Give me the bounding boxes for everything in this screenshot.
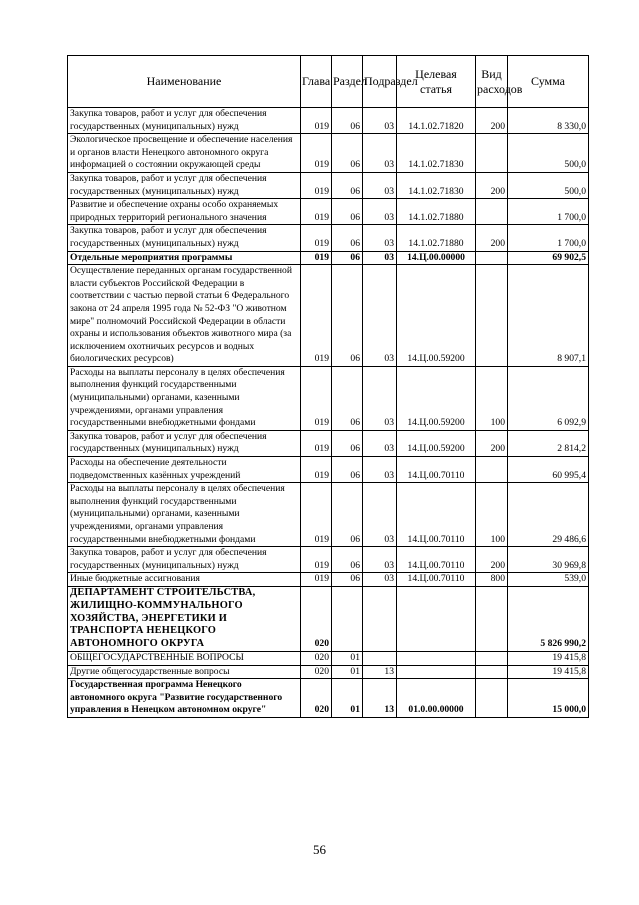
table-row	[68, 366, 589, 430]
cell-sum: 539,0	[508, 573, 589, 587]
cell-razdel: 06	[332, 134, 363, 173]
cell-razdel: 01	[332, 679, 363, 718]
cell-sum: 8 330,0	[508, 108, 589, 134]
table-row	[68, 483, 589, 547]
cell-name: Экологическое просвещение и обеспечение населения и органов власти Ненецкого автономного округа информацией о состоянии окружающей среды	[68, 134, 301, 173]
cell-podrazdel	[363, 586, 397, 651]
cell-sum: 1 700,0	[508, 199, 589, 225]
cell-podrazdel: 03	[363, 573, 397, 587]
cell-name: Иные бюджетные ассигнования	[68, 573, 301, 587]
cell-sum: 8 907,1	[508, 265, 589, 367]
cell-sum: 1 700,0	[508, 225, 589, 251]
cell-target	[397, 586, 476, 651]
cell-vid: 100	[476, 483, 508, 547]
cell-vid: 800	[476, 573, 508, 587]
cell-glava: 019	[301, 108, 332, 134]
header-vid: Вид расходов	[476, 56, 508, 108]
cell-glava: 019	[301, 547, 332, 573]
cell-razdel: 01	[332, 665, 363, 679]
cell-target	[397, 665, 476, 679]
cell-sum: 69 902,5	[508, 251, 589, 265]
cell-glava: 019	[301, 134, 332, 173]
cell-vid	[476, 651, 508, 665]
cell-podrazdel: 03	[363, 251, 397, 265]
cell-vid	[476, 134, 508, 173]
cell-vid	[476, 665, 508, 679]
table-row	[68, 172, 589, 198]
cell-name: Закупка товаров, работ и услуг для обеспечения государственных (муниципальных) нужд	[68, 108, 301, 134]
cell-sum: 30 969,8	[508, 547, 589, 573]
cell-target: 14.Ц.00.59200	[397, 366, 476, 430]
cell-sum: 5 826 990,2	[508, 586, 589, 651]
table-row	[68, 225, 589, 251]
cell-target: 14.1.02.71830	[397, 134, 476, 173]
cell-name: Развитие и обеспечение охраны особо охраняемых природных территорий регионального значения	[68, 199, 301, 225]
cell-target: 14.Ц.00.70110	[397, 573, 476, 587]
cell-name: Отдельные мероприятия программы	[68, 251, 301, 265]
table-row	[68, 573, 589, 587]
header-glava: Глава	[301, 56, 332, 108]
cell-razdel: 06	[332, 366, 363, 430]
cell-name: Закупка товаров, работ и услуг для обеспечения государственных (муниципальных) нужд	[68, 172, 301, 198]
cell-glava: 019	[301, 573, 332, 587]
table-row	[68, 679, 589, 718]
cell-target	[397, 651, 476, 665]
cell-razdel: 06	[332, 430, 363, 456]
cell-target: 14.Ц.00.59200	[397, 430, 476, 456]
cell-sum: 500,0	[508, 172, 589, 198]
cell-target: 14.1.02.71880	[397, 225, 476, 251]
cell-name: Закупка товаров, работ и услуг для обеспечения государственных (муниципальных) нужд	[68, 225, 301, 251]
cell-name: Расходы на выплаты персоналу в целях обеспечения выполнения функций государственными (муниципальными) органами, казенными учреждениями, органами управления государственными внебюджетными фондами	[68, 483, 301, 547]
cell-razdel	[332, 586, 363, 651]
table-row	[68, 651, 589, 665]
cell-sum: 19 415,8	[508, 651, 589, 665]
cell-glava: 019	[301, 172, 332, 198]
table-header-row	[68, 56, 589, 108]
cell-vid	[476, 265, 508, 367]
cell-glava: 019	[301, 225, 332, 251]
cell-vid	[476, 251, 508, 265]
cell-razdel: 01	[332, 651, 363, 665]
cell-razdel: 06	[332, 225, 363, 251]
cell-name: ДЕПАРТАМЕНТ СТРОИТЕЛЬСТВА, ЖИЛИЩНО-КОММУНАЛЬНОГО ХОЗЯЙСТВА, ЭНЕРГЕТИКИ И ТРАНСПОРТА НЕНЕЦКОГО АВТОНОМНОГО ОКРУГА	[68, 586, 301, 651]
cell-razdel: 06	[332, 251, 363, 265]
cell-podrazdel: 03	[363, 225, 397, 251]
cell-podrazdel	[363, 651, 397, 665]
cell-razdel: 06	[332, 547, 363, 573]
cell-razdel: 06	[332, 457, 363, 483]
cell-glava: 020	[301, 586, 332, 651]
cell-sum: 2 814,2	[508, 430, 589, 456]
table-row	[68, 134, 589, 173]
table-row	[68, 457, 589, 483]
cell-glava: 019	[301, 199, 332, 225]
table-row	[68, 265, 589, 367]
cell-podrazdel: 13	[363, 679, 397, 718]
table-row	[68, 665, 589, 679]
cell-sum: 19 415,8	[508, 665, 589, 679]
cell-vid	[476, 679, 508, 718]
cell-sum: 29 486,6	[508, 483, 589, 547]
cell-sum: 60 995,4	[508, 457, 589, 483]
cell-target: 14.Ц.00.70110	[397, 547, 476, 573]
table-row	[68, 108, 589, 134]
cell-podrazdel: 03	[363, 134, 397, 173]
header-target: Целевая статья	[397, 56, 476, 108]
cell-target: 14.Ц.00.00000	[397, 251, 476, 265]
cell-glava: 019	[301, 483, 332, 547]
cell-glava: 020	[301, 679, 332, 718]
budget-table	[67, 55, 589, 718]
cell-target: 01.0.00.00000	[397, 679, 476, 718]
cell-name: Закупка товаров, работ и услуг для обеспечения государственных (муниципальных) нужд	[68, 430, 301, 456]
cell-razdel: 06	[332, 265, 363, 367]
cell-name: Государственная программа Ненецкого автономного округа "Развитие государственного управления в Ненецком автономном округе"	[68, 679, 301, 718]
cell-podrazdel: 03	[363, 457, 397, 483]
cell-vid: 100	[476, 366, 508, 430]
cell-razdel: 06	[332, 573, 363, 587]
cell-podrazdel: 03	[363, 366, 397, 430]
cell-vid: 200	[476, 430, 508, 456]
header-razdel: Раздел	[332, 56, 363, 108]
cell-razdel: 06	[332, 172, 363, 198]
cell-glava: 019	[301, 251, 332, 265]
cell-glava: 019	[301, 366, 332, 430]
cell-vid	[476, 199, 508, 225]
cell-name: Расходы на выплаты персоналу в целях обеспечения выполнения функций государственными (муниципальными) органами, казенными учреждениями, органами управления государственными внебюджетными фондами	[68, 366, 301, 430]
cell-vid: 200	[476, 172, 508, 198]
table-row	[68, 251, 589, 265]
cell-podrazdel: 03	[363, 483, 397, 547]
cell-glava: 020	[301, 651, 332, 665]
cell-podrazdel: 03	[363, 172, 397, 198]
cell-podrazdel: 13	[363, 665, 397, 679]
cell-name: Закупка товаров, работ и услуг для обеспечения государственных (муниципальных) нужд	[68, 547, 301, 573]
table-row	[68, 586, 589, 651]
header-podrazdel: Подраздел	[363, 56, 397, 108]
cell-target: 14.1.02.71830	[397, 172, 476, 198]
table-body	[68, 108, 589, 718]
cell-target: 14.Ц.00.70110	[397, 483, 476, 547]
cell-vid	[476, 586, 508, 651]
cell-podrazdel: 03	[363, 108, 397, 134]
cell-target: 14.Ц.00.59200	[397, 265, 476, 367]
cell-podrazdel: 03	[363, 199, 397, 225]
cell-name: ОБЩЕГОСУДАРСТВЕННЫЕ ВОПРОСЫ	[68, 651, 301, 665]
cell-sum: 15 000,0	[508, 679, 589, 718]
table-row	[68, 199, 589, 225]
page-number: 56	[313, 842, 326, 857]
cell-vid: 200	[476, 225, 508, 251]
cell-name: Другие общегосударственные вопросы	[68, 665, 301, 679]
header-name: Наименование	[68, 56, 301, 108]
cell-glava: 019	[301, 430, 332, 456]
cell-razdel: 06	[332, 199, 363, 225]
cell-razdel: 06	[332, 483, 363, 547]
cell-vid: 200	[476, 108, 508, 134]
cell-target: 14.1.02.71880	[397, 199, 476, 225]
cell-vid: 200	[476, 547, 508, 573]
cell-podrazdel: 03	[363, 430, 397, 456]
header-sum: Сумма	[508, 56, 589, 108]
cell-name: Осуществление переданных органам государственной власти субъектов Российской Федерации в соответствии с частью первой статьи 6 Федерального закона от 24 апреля 1995 года № 52-ФЗ "О животном мире" полномочий Российской Федерации в области охраны и использования объектов животного мира (за исключением охотничьих ресурсов и водных биологических ресурсов)	[68, 265, 301, 367]
table-row	[68, 547, 589, 573]
cell-vid	[476, 457, 508, 483]
cell-glava: 020	[301, 665, 332, 679]
cell-podrazdel: 03	[363, 547, 397, 573]
cell-target: 14.1.02.71820	[397, 108, 476, 134]
cell-razdel: 06	[332, 108, 363, 134]
cell-sum: 6 092,9	[508, 366, 589, 430]
cell-sum: 500,0	[508, 134, 589, 173]
cell-name: Расходы на обеспечение деятельности подведомственных казённых учреждений	[68, 457, 301, 483]
cell-glava: 019	[301, 265, 332, 367]
cell-podrazdel: 03	[363, 265, 397, 367]
cell-target: 14.Ц.00.70110	[397, 457, 476, 483]
cell-glava: 019	[301, 457, 332, 483]
table-row	[68, 430, 589, 456]
